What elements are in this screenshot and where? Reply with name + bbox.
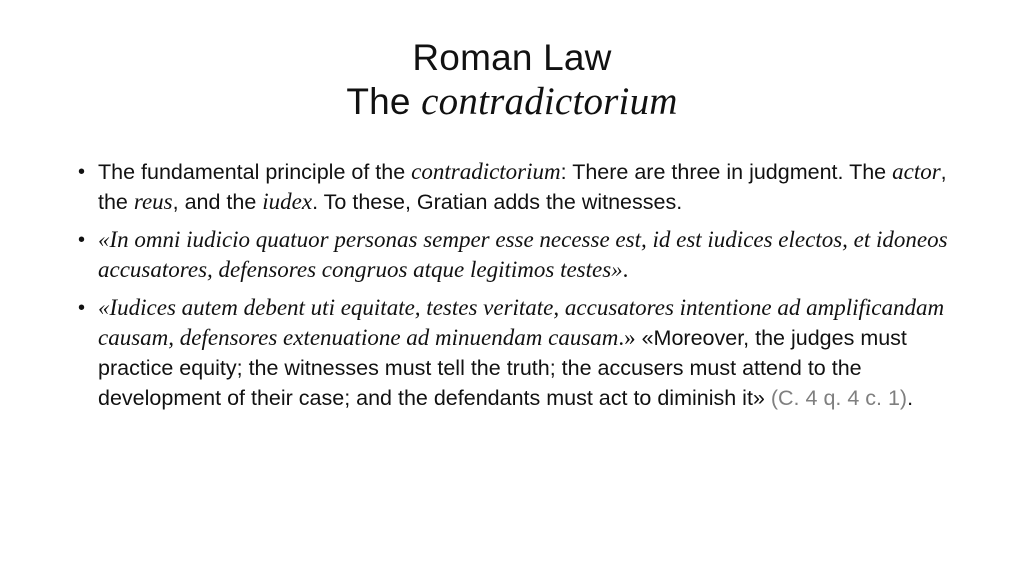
text-span: , and the: [172, 190, 263, 214]
bullet-2-text: [98, 228, 948, 282]
english-translation: «Moreover, the judges must practice equity; the witnesses must tell the truth; the accusers must attend to the development of their case; and the defendants must act to diminish it»: [98, 326, 907, 410]
bullet-1-text: [98, 160, 947, 214]
text-span: The fundamental principle of the: [98, 160, 412, 184]
bullet-item-1: [78, 157, 968, 217]
citation-reference: (C. 4 q. 4 c. 1): [770, 386, 908, 410]
text-span: . To these, Gratian adds the witnesses.: [312, 190, 683, 214]
term-iudex: iudex: [262, 189, 313, 214]
text-span: .: [622, 257, 629, 282]
bullet-item-2: [78, 225, 968, 285]
latin-quote: «Iudices autem debent uti equitate, testes veritate, accusatores intentione ad amplificandam causam, defensores extenuatione ad minuendam causam: [98, 295, 945, 350]
slide-title: [0, 36, 1024, 124]
title-line-2: [0, 80, 1024, 124]
title-italic-term: contradictorium: [421, 80, 678, 123]
text-span: .»: [618, 325, 636, 350]
bullet-icon: •: [78, 161, 86, 183]
bullet-icon: •: [78, 229, 86, 251]
latin-quote: «In omni iudicio quatuor personas semper esse necesse est, id est iudices electos, et idoneos accusatores, defensores congruos atque legitimos testes»: [98, 227, 948, 282]
text-span: , the: [98, 160, 947, 214]
term-actor: actor: [892, 159, 941, 184]
title-prefix: The: [346, 81, 422, 122]
title-line-1: Roman Law: [412, 37, 612, 78]
text-span: : There are three in judgment. The: [560, 160, 893, 184]
bullet-item-3: [78, 293, 968, 413]
bullet-icon: •: [78, 297, 86, 319]
bullet-3-text: [98, 296, 944, 410]
term-contradictorium: contradictorium: [411, 159, 561, 184]
text-span: .: [907, 386, 914, 410]
bullet-list: [78, 157, 968, 421]
term-reus: reus: [133, 189, 173, 214]
